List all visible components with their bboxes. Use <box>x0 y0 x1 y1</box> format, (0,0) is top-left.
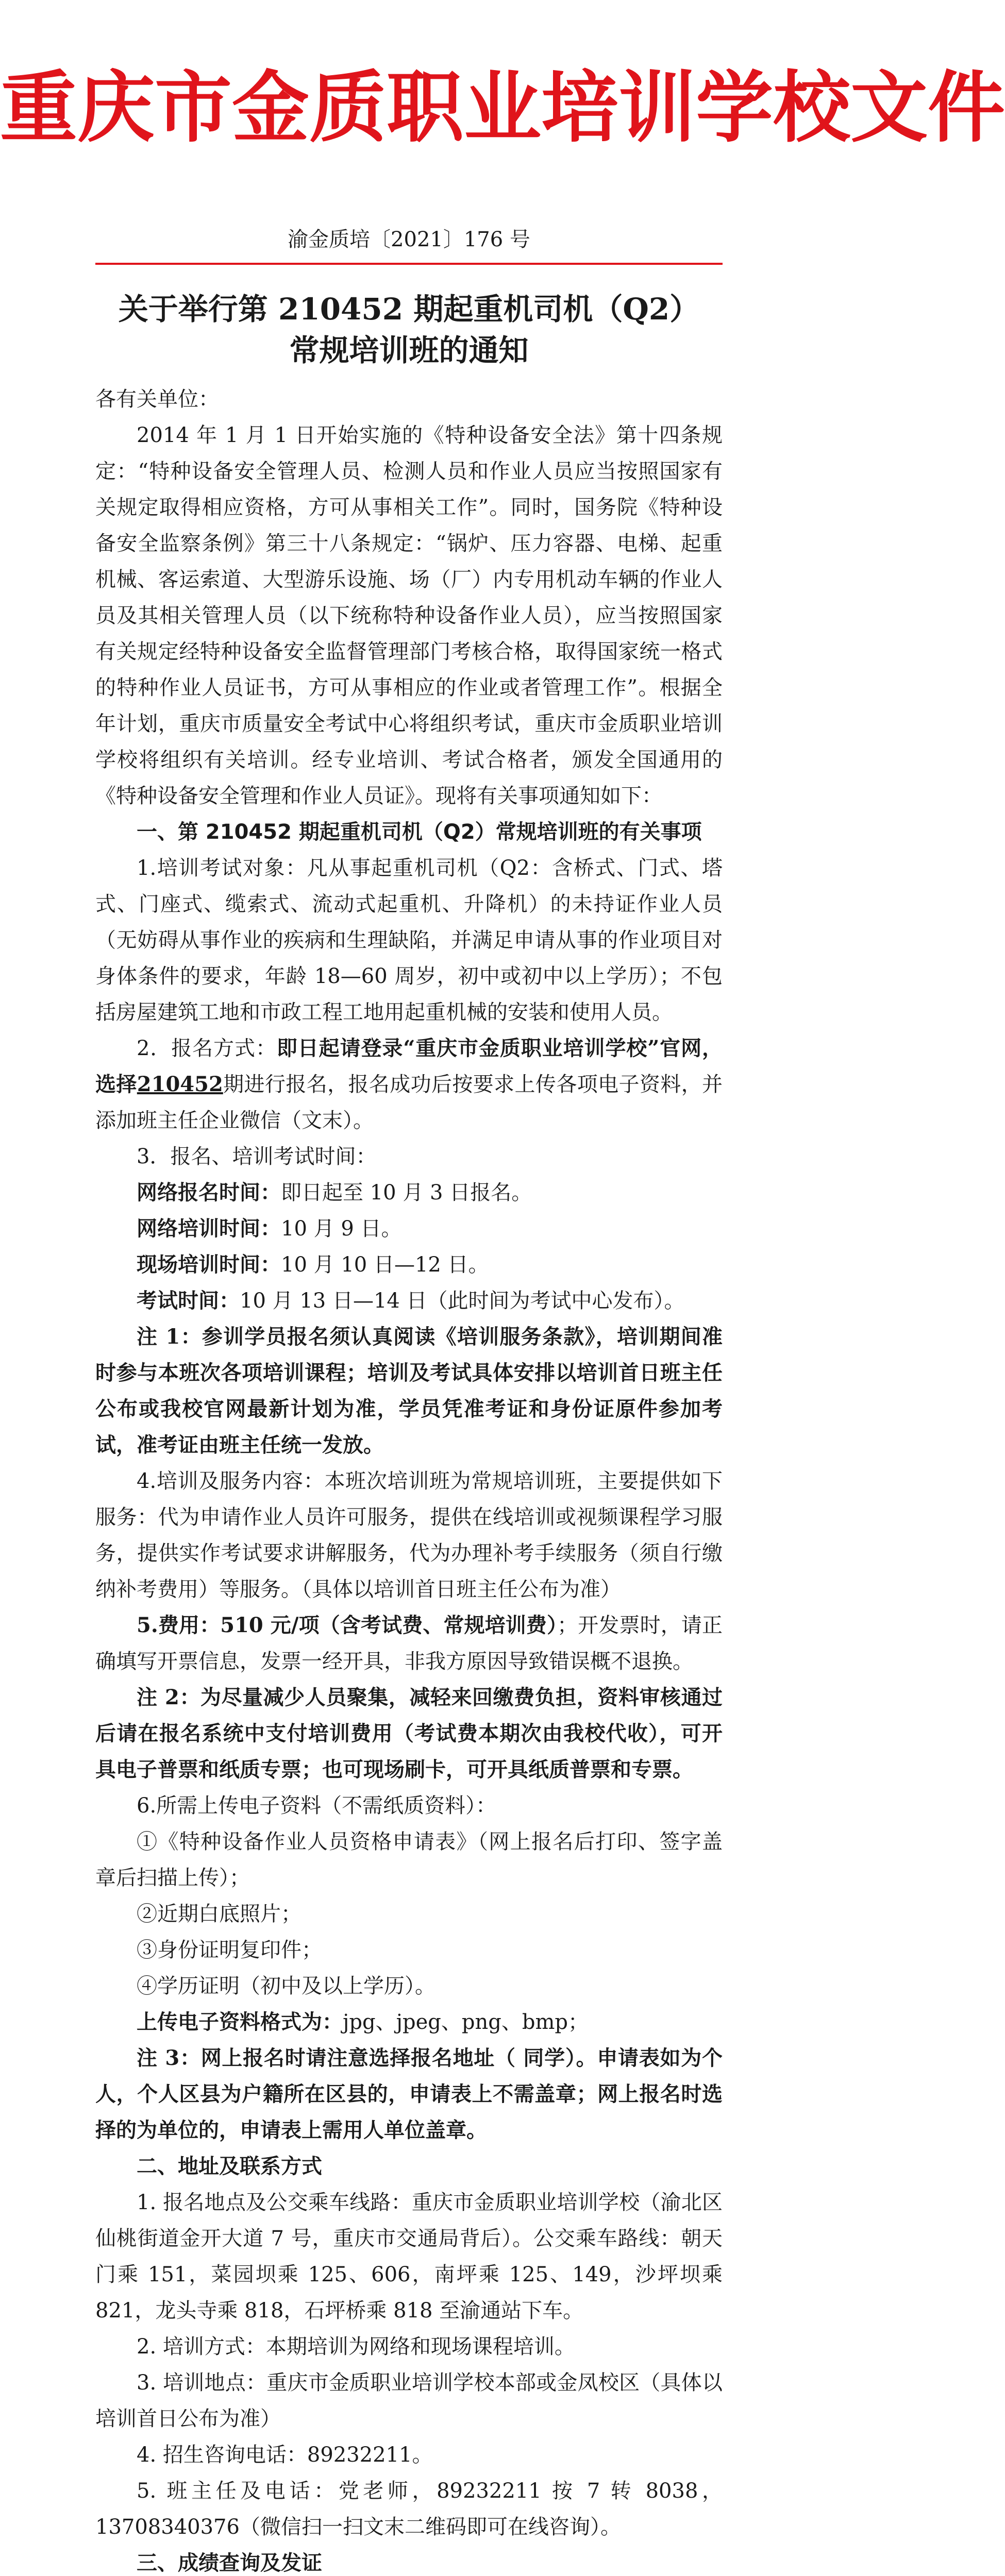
item-1-2-emphasis: 即日起请登录“重庆市金质职业培训学校”官网，选择 <box>95 1036 723 1096</box>
note-1 <box>95 1319 723 1463</box>
section-2-heading: 二、地址及联系方式 <box>137 2155 322 2178</box>
document-body <box>95 381 723 2576</box>
note-3-text: 网上报名时请注意选择报名地址（ 同学）。申请表如为个人，个人区县为户籍所在区县的，申请表上不需盖章；网上报名时选择的为单位的，申请表上需用人单位盖章。 <box>95 2046 723 2142</box>
required-doc-4: ④学历证明（初中及以上学历）。 <box>137 1974 435 1998</box>
document-title <box>95 289 723 371</box>
upload-format-label: 上传电子资料格式为： <box>137 2010 343 2034</box>
intro-paragraph: 2014 年 1 月 1 日开始实施的《特种设备安全法》第十四条规定：“特种设备安全管理人员、检测人员和作业人员应当按照国家有关规定取得相应资格，方可从事相关工作”。同时，国务院《特种设备安全监察条例》第三十八条规定：“锅炉、压力容器、电梯、起重机械、客运索道、大型游乐设施、场（厂）内专用机动车辆的作业人员及其相关管理人员（以下统称特种设备作业人员），应当按照国家有关规定经特种设备安全监督管理部门考核合格，取得国家统一格式的特种作业人员证书，方可从事相应的作业或者管理工作”。根据全年计划，重庆市质量安全考试中心将组织考试，重庆市金质职业培训学校将组织有关培训。经专业培训、考试合格者，颁发全国通用的《特种设备安全管理和作业人员证》。现将有关事项通知如下： <box>95 423 723 808</box>
note-1-label: 注 1：参训学员报名须认真阅读《培训服务条款》， <box>137 1325 617 1349</box>
exam-time <box>95 1283 723 1319</box>
masthead-title: 重庆市金质职业培训学校文件 <box>0 63 1005 153</box>
section-3-heading: 三、成绩查询及发证 <box>137 2551 322 2575</box>
online-training-time-label: 网络培训时间： <box>137 1216 281 1241</box>
item-1-2 <box>95 1030 723 1139</box>
upload-format-text: jpg、jpeg、png、bmp； <box>343 2010 589 2034</box>
fee-amount: 5.费用：510 元/项（含考试费、常规培训费） <box>137 1613 558 1637</box>
item-2-1: 1. 报名地点及公交乘车线路：重庆市金质职业培训学校（渝北区仙桃街道金开大道 7 号，重庆市交通局背后）。公交乘车路线：朝天门乘 151，菜园坝乘 125、606，南坪乘 125、149，沙坪坝乘 821，龙头寺乘 818，石坪桥乘 818 至渝通站下车。 <box>95 2191 723 2323</box>
upload-format <box>95 2004 723 2040</box>
note-1-text: 培训期间准时参与本班次各项培训课程；培训及考试具体安排以培训首日班主任公布或我校官网最新计划为准，学员凭准考证和身份证原件参加考试，准考证由班主任统一发放。 <box>95 1325 723 1457</box>
exam-time-label: 考试时间： <box>137 1289 240 1313</box>
onsite-training-time-value: 10 月 10 日—12 日。 <box>281 1253 489 1277</box>
item-1-3: 3．报名、培训考试时间： <box>137 1145 377 1168</box>
item-1-6: 6.所需上传电子资料（不需纸质资料）： <box>137 1794 497 1818</box>
onsite-training-time-label: 现场培训时间： <box>137 1252 281 1277</box>
required-doc-3: ③身份证明复印件； <box>137 1938 322 1962</box>
item-2-3: 3. 培训地点：重庆市金质职业培训学校本部或金凤校区（具体以培训首日公布为准） <box>95 2371 723 2431</box>
item-1-4: 4.培训及服务内容：本班次培训班为常规培训班，主要提供如下服务：代为申请作业人员许可服务，提供在线培训或视频课程学习服务，提供实作考试要求讲解服务，代为办理补考手续服务（须自行缴纳补考费用）等服务。（具体以培训首日班主任公布为准） <box>95 1469 723 1601</box>
registration-time-label: 网络报名时间： <box>137 1180 281 1205</box>
note-2-label: 注 2： <box>137 1685 200 1709</box>
required-doc-2: ②近期白底照片； <box>137 1902 301 1926</box>
exam-time-value: 10 月 13 日—14 日（此时间为考试中心发布）。 <box>240 1289 685 1313</box>
onsite-training-time <box>95 1247 723 1283</box>
note-2-text: 为尽量减少人员聚集，减轻来回缴费负担，资料审核通过后请在报名系统中支付培训费用（考试费本期次由我校代收），可开具电子普票和纸质专票；也可现场刷卡，可开具纸质普票和专票。 <box>95 1685 723 1782</box>
red-divider-line <box>95 263 723 265</box>
online-training-time <box>95 1211 723 1247</box>
salutation: 各有关单位： <box>95 387 219 411</box>
item-1-2-label: 2．报名方式： <box>137 1037 277 1060</box>
required-doc-1: ①《特种设备作业人员资格申请表》（网上报名后打印、签字盖章后扫描上传）； <box>95 1830 723 1890</box>
class-number-link[interactable]: 210452 <box>137 1072 223 1096</box>
section-1-heading: 一、第 210452 期起重机司机（Q2）常规培训班的有关事项 <box>137 820 702 844</box>
item-1-5 <box>95 1607 723 1680</box>
note-3 <box>95 2040 723 2148</box>
registration-time-value: 即日起至 10 月 3 日报名。 <box>281 1181 532 1205</box>
item-2-5: 5. 班主任及电话：党老师，89232211 按 7 转 8038，13708340376（微信扫一扫文末二维码即可在线咨询）。 <box>95 2479 723 2539</box>
fee-text: ；开发票时，请正确填写开票信息，发票一经开具，非我方原因导致错误概不退换。 <box>95 1614 723 1673</box>
document-title-line-2: 常规培训班的通知 <box>289 333 529 368</box>
note-2 <box>95 1680 723 1788</box>
item-1-2-text: 期进行报名，报名成功后按要求上传各项电子资料，并添加班主任企业微信（文末）。 <box>95 1073 723 1132</box>
item-2-4: 4. 招生咨询电话：89232211。 <box>137 2443 433 2467</box>
note-3-label: 注 3： <box>137 2046 201 2070</box>
item-1-1: 1.培训考试对象：凡从事起重机司机（Q2：含桥式、门式、塔式、门座式、缆索式、流动式起重机、升降机）的未持证作业人员（无妨碍从事作业的疾病和生理缺陷，并满足申请从事的作业项目对身体条件的要求，年龄 18—60 周岁，初中或初中以上学历）；不包括房屋建筑工地和市政工程工地用起重机械的安装和使用人员。 <box>95 856 723 1024</box>
document-number: 渝金质培〔2021〕176 号 <box>288 228 530 251</box>
online-training-time-value: 10 月 9 日。 <box>281 1217 402 1241</box>
registration-time <box>95 1175 723 1211</box>
item-2-2: 2. 培训方式：本期培训为网络和现场课程培训。 <box>137 2335 575 2359</box>
document-title-line-1: 关于举行第 210452 期起重机司机（Q2） <box>118 292 700 327</box>
